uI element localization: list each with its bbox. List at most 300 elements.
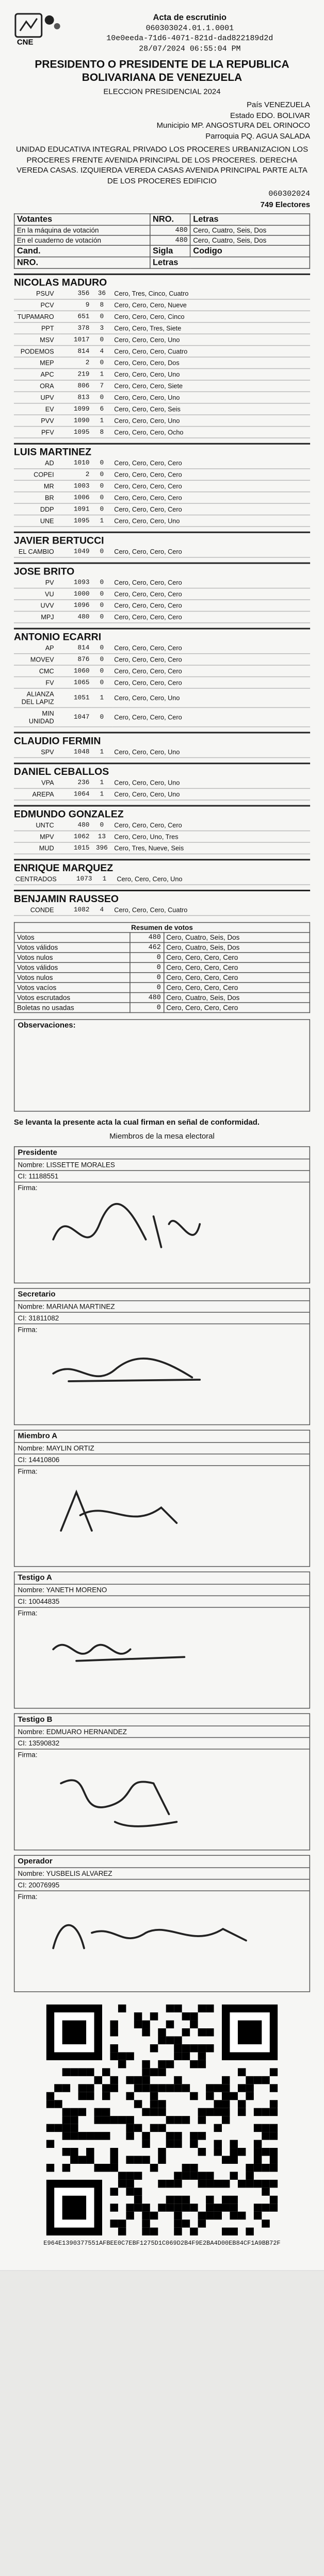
party-codigo: 1099 (60, 403, 91, 415)
party-votes: 1 (91, 689, 112, 708)
party-letras: Cero, Cero, Cero, Cuatro (112, 346, 310, 357)
party-votes: 1 (93, 874, 115, 885)
party-sigla: UPV (14, 392, 60, 403)
resumen-title: Resumen de votos (14, 923, 310, 933)
party-row (14, 369, 310, 380)
party-table (14, 820, 310, 855)
party-sigla: TUPAMARO (14, 311, 60, 323)
party-sigla: CENTRADOS (14, 874, 63, 885)
party-row (14, 458, 310, 469)
resumen-label: Votos (14, 933, 131, 943)
party-row (14, 515, 310, 527)
party-letras: Cero, Cero, Cero, Seis (112, 403, 310, 415)
party-letras: Cero, Tres, Cinco, Cuatro (112, 289, 310, 300)
resumen-nro: 480 (131, 993, 164, 1003)
party-codigo: 1047 (60, 708, 91, 727)
votantes-table (14, 214, 310, 269)
logo-text: CNE (17, 38, 34, 46)
subheader-cand: Cand. (14, 246, 150, 257)
signer-section (14, 1572, 310, 1709)
party-letras: Cero, Cero, Cero, Cero (112, 654, 310, 665)
signature-label: Firma: (18, 1609, 38, 1618)
party-row (14, 831, 310, 842)
handwritten-signature-icon (45, 1760, 262, 1838)
members-title: Miembros de la mesa electoral (109, 1132, 215, 1141)
party-row (14, 654, 310, 665)
resumen-letras: Cero, Cuatro, Seis, Dos (164, 993, 310, 1003)
signature-box (14, 1750, 309, 1850)
subheader-codigo: Codigo (190, 246, 310, 257)
signer-role: Secretario (14, 1289, 309, 1301)
party-codigo: 480 (60, 612, 91, 623)
party-table (14, 578, 310, 624)
resumen-letras: Cero, Cero, Cero, Cero (164, 963, 310, 973)
party-table (14, 874, 310, 885)
party-sigla: MPJ (14, 612, 60, 623)
party-codigo: 876 (60, 654, 91, 665)
party-votes: 1 (91, 789, 112, 800)
party-codigo: 1010 (60, 458, 91, 469)
resumen-letras: Cero, Cero, Cero, Cero (164, 1003, 310, 1013)
party-sigla: ALIANZA DEL LAPIZ (14, 689, 60, 708)
party-codigo: 1060 (60, 666, 91, 677)
resumen-nro: 0 (131, 973, 164, 982)
party-sigla: PV (14, 578, 60, 589)
municipio: Municipio MP. ANGOSTURA DEL ORINOCO (156, 122, 311, 131)
party-letras: Cero, Cero, Cero, Cero (112, 504, 310, 515)
party-sigla: MSV (14, 334, 60, 346)
party-votes: 0 (91, 481, 112, 492)
party-letras: Cero, Cero, Cero, Uno (112, 415, 310, 427)
qr-code (14, 2005, 310, 2236)
votantes-letras: Cero, Cuatro, Seis, Dos (190, 226, 310, 235)
party-sigla: MR (14, 481, 60, 492)
party-votes: 0 (91, 588, 112, 600)
party-sigla: UVV (14, 600, 60, 612)
party-sigla: AREPA (14, 789, 60, 800)
party-codigo: 1017 (60, 334, 91, 346)
party-sigla: PFV (14, 427, 60, 438)
party-row (14, 403, 310, 415)
table-row (14, 983, 310, 993)
party-row (14, 427, 310, 438)
party-votes: 4 (91, 346, 112, 357)
party-sigla: CONDE (14, 905, 60, 916)
header (14, 11, 310, 55)
party-votes: 0 (91, 643, 112, 654)
party-codigo: 1091 (60, 504, 91, 515)
party-letras: Cero, Cero, Cero, Uno (112, 747, 310, 758)
party-votes: 6 (91, 403, 112, 415)
candidate-name: EDMUNDO GONZALEZ (14, 805, 310, 820)
signers-list (14, 1147, 310, 1993)
party-letras: Cero, Cero, Cero, Cero (112, 492, 310, 503)
party-row (14, 492, 310, 503)
party-letras: Cero, Cero, Cero, Ocho (112, 427, 310, 438)
parroquia: Parroquia PQ. AGUA SALADA (205, 132, 311, 141)
party-sigla: DDP (14, 504, 60, 515)
subheader-nro: NRO. (14, 257, 150, 268)
party-letras: Cero, Tres, Nueve, Seis (112, 843, 310, 854)
party-row (14, 708, 310, 727)
party-sigla: COPEI (14, 469, 60, 481)
party-letras: Cero, Cero, Cero, Cero (112, 469, 310, 481)
party-row (14, 289, 310, 300)
resumen-label: Votos nulos (14, 973, 131, 982)
candidate-name: JOSE BRITO (14, 563, 310, 577)
table-row (14, 933, 310, 943)
party-codigo: 651 (60, 311, 91, 323)
closing-text: Se levanta la presente acta la cual firman en señal de conformidad. (13, 1118, 260, 1128)
signature-label: Firma: (18, 1893, 38, 1901)
signer-ci: CI: 11188551 (14, 1171, 309, 1182)
party-sigla: AP (14, 643, 60, 654)
party-row (14, 843, 310, 854)
resumen-nro: 0 (131, 983, 164, 993)
party-votes: 0 (91, 600, 112, 612)
signer-section (14, 1147, 310, 1284)
party-row (14, 392, 310, 403)
party-letras: Cero, Cero, Cero, Cinco (112, 311, 310, 323)
table-row (14, 973, 310, 982)
party-table (14, 289, 310, 439)
handwritten-signature-icon (45, 1477, 262, 1554)
votantes-label: En el cuaderno de votación (14, 235, 150, 245)
party-votes: 8 (91, 300, 112, 311)
party-row (14, 300, 310, 311)
party-codigo: 1095 (60, 515, 91, 527)
table-row (14, 963, 310, 973)
party-letras: Cero, Cero, Cero, Cero (112, 612, 310, 623)
signer-name: Nombre: YUSBELIS ALVAREZ (14, 1869, 309, 1880)
resumen-letras: Cero, Cero, Cero, Cero (164, 953, 310, 963)
party-sigla: MPV (14, 831, 60, 842)
acta-datetime: 28/07/2024 06:55:04 PM (139, 45, 241, 54)
signature-box (14, 1608, 309, 1708)
signature-label: Firma: (18, 1326, 38, 1334)
resumen-letras: Cero, Cuatro, Seis, Dos (164, 933, 310, 943)
handwritten-signature-icon (45, 1902, 262, 1979)
candidate-name: DANIEL CEBALLOS (14, 763, 310, 777)
party-votes: 0 (91, 708, 112, 727)
resumen-nro: 0 (131, 1003, 164, 1013)
signer-ci: CI: 10044835 (14, 1597, 309, 1608)
resumen-letras: Cero, Cero, Cero, Cero (164, 983, 310, 993)
signer-name: Nombre: EDMUARO HERNANDEZ (14, 1726, 309, 1738)
party-row (14, 311, 310, 323)
table-row (14, 993, 310, 1003)
party-row (14, 334, 310, 346)
party-row (14, 578, 310, 589)
party-letras: Cero, Cero, Cero, Cero (112, 600, 310, 612)
party-sigla: PVV (14, 415, 60, 427)
table-row (14, 235, 310, 245)
resumen-letras: Cero, Cuatro, Seis, Dos (164, 943, 310, 953)
party-row (14, 323, 310, 334)
party-row (14, 777, 310, 789)
candidate-name: ENRIQUE MARQUEZ (14, 859, 310, 874)
resumen-label: Votos válidos (14, 943, 131, 953)
party-sigla: ORA (14, 381, 60, 392)
party-sigla: PCV (14, 300, 60, 311)
party-row (14, 643, 310, 654)
signer-name: Nombre: MARIANA MARTINEZ (14, 1301, 309, 1313)
party-codigo: 1090 (60, 415, 91, 427)
party-row (14, 346, 310, 357)
party-row (14, 600, 310, 612)
party-sigla: MEP (14, 358, 60, 369)
party-sigla: CMC (14, 666, 60, 677)
party-sigla: EV (14, 403, 60, 415)
signer-section (14, 1289, 310, 1426)
pais: País VENEZUELA (247, 101, 311, 110)
party-sigla: MIN UNIDAD (14, 708, 60, 727)
qr-code-icon (46, 2005, 278, 2236)
party-letras: Cero, Cero, Cero, Uno (112, 369, 310, 380)
party-sigla: MOVEV (14, 654, 60, 665)
resumen-nro: 480 (131, 933, 164, 943)
party-letras: Cero, Cero, Cero, Cero (112, 820, 310, 832)
votantes-nro: 480 (150, 226, 190, 235)
party-codigo: 2 (60, 469, 91, 481)
party-row (14, 588, 310, 600)
nro-header: NRO. (150, 214, 190, 226)
acta-label: Acta de escrutinio (153, 13, 227, 23)
signer-role: Presidente (14, 1147, 309, 1160)
votantes-header: Votantes (14, 214, 150, 226)
resumen-label: Votos escrutados (14, 993, 131, 1003)
party-votes: 3 (91, 323, 112, 334)
candidate-name: NICOLAS MADURO (14, 274, 310, 288)
signature-box (14, 1325, 309, 1425)
party-codigo: 1006 (60, 492, 91, 503)
party-row (14, 747, 310, 758)
electores-count: 749 Electores (260, 201, 311, 210)
party-sigla: VPA (14, 777, 60, 789)
party-letras: Cero, Cero, Cero, Uno (112, 789, 310, 800)
resumen-label: Votos nulos (14, 953, 131, 963)
subheader-sigla: Sigla (150, 246, 190, 257)
observaciones-label: Observaciones: (18, 1022, 76, 1030)
party-row (14, 415, 310, 427)
votantes-label: En la máquina de votación (14, 226, 150, 235)
candidate-name: LUIS MARTINEZ (14, 443, 310, 457)
resumen-label: Boletas no usadas (14, 1003, 131, 1013)
party-votes: 0 (91, 469, 112, 481)
acta-uuid: 10e0eeda-71d6-4071-821d-dad822189d2d (106, 35, 273, 44)
party-row (14, 689, 310, 708)
party-sigla: BR (14, 492, 60, 503)
party-letras: Cero, Cero, Cero, Uno (112, 515, 310, 527)
party-letras: Cero, Cero, Cero, Cuatro (112, 905, 310, 916)
party-votes: 0 (91, 358, 112, 369)
centro-votacion: UNIDAD EDUCATIVA INTEGRAL PRIVADO LOS PROCERES URBANIZACION LOS PROCERES FRENTE AVENIDA PRINCIPAL DE LOS PROCERES. DERECHA VEREDA CASAS. IZQUIERDA VEREDA CASAS AVENIDA PRINCIPAL PARTE ALTA DE LOS PROCERES EDIFICIO (15, 146, 309, 186)
party-letras: Cero, Cero, Cero, Cero (112, 677, 310, 688)
party-codigo: 480 (60, 820, 91, 832)
party-votes: 0 (91, 492, 112, 503)
party-table (14, 458, 310, 528)
signer-ci: CI: 20076995 (14, 1880, 309, 1891)
party-table (14, 747, 310, 758)
party-codigo: 1095 (60, 427, 91, 438)
party-letras: Cero, Cero, Cero, Dos (112, 358, 310, 369)
party-codigo: 814 (60, 346, 91, 357)
signer-section (14, 1855, 310, 1992)
party-letras: Cero, Cero, Cero, Uno (112, 777, 310, 789)
signer-name: Nombre: YANETH MORENO (14, 1585, 309, 1596)
resumen-nro: 0 (131, 953, 164, 963)
handwritten-signature-icon (45, 1194, 262, 1271)
party-table (14, 643, 310, 727)
party-letras: Cero, Cero, Cero, Cero (112, 481, 310, 492)
party-codigo: 1003 (60, 481, 91, 492)
resumen-nro: 0 (131, 963, 164, 973)
signer-section (14, 1430, 310, 1567)
party-votes: 0 (91, 677, 112, 688)
table-row (14, 953, 310, 963)
party-codigo: 1049 (60, 547, 91, 558)
party-row (14, 666, 310, 677)
signature-label: Firma: (18, 1751, 38, 1759)
party-row (14, 504, 310, 515)
signer-name: Nombre: LISSETTE MORALES (14, 1160, 309, 1171)
party-letras: Cero, Cero, Cero, Cero (112, 666, 310, 677)
party-votes: 0 (91, 547, 112, 558)
party-codigo: 1051 (60, 689, 91, 708)
candidate-name: BENJAMIN RAUSSEO (14, 890, 310, 905)
resumen-table (14, 922, 310, 1013)
party-sigla: APC (14, 369, 60, 380)
party-codigo: 806 (60, 381, 91, 392)
party-votes: 396 (91, 843, 112, 854)
party-row (14, 381, 310, 392)
party-row (14, 612, 310, 623)
signer-section (14, 1714, 310, 1851)
party-votes: 0 (91, 392, 112, 403)
party-sigla: AD (14, 458, 60, 469)
table-row (14, 226, 310, 235)
party-votes: 0 (91, 578, 112, 589)
party-sigla: MUD (14, 843, 60, 854)
resumen-label: Votos vacíos (14, 983, 131, 993)
party-codigo: 1082 (60, 905, 91, 916)
party-codigo: 1062 (60, 831, 91, 842)
party-votes: 13 (91, 831, 112, 842)
election-name: ELECCION PRESIDENCIAL 2024 (103, 88, 221, 96)
party-letras: Cero, Cero, Uno, Tres (112, 831, 310, 842)
party-codigo: 219 (60, 369, 91, 380)
party-votes: 0 (91, 458, 112, 469)
party-row (14, 905, 310, 916)
party-row (14, 820, 310, 832)
party-codigo: 1015 (60, 843, 91, 854)
party-codigo: 356 (60, 289, 91, 300)
party-row (14, 874, 310, 885)
party-letras: Cero, Cero, Cero, Uno (115, 874, 310, 885)
resumen-letras: Cero, Cero, Cero, Cero (164, 973, 310, 982)
party-codigo: 1065 (60, 677, 91, 688)
party-votes: 1 (91, 415, 112, 427)
signature-label: Firma: (18, 1468, 38, 1476)
party-letras: Cero, Cero, Cero, Nueve (112, 300, 310, 311)
observaciones-box (14, 1020, 310, 1112)
table-row (14, 1003, 310, 1013)
party-votes: 1 (91, 747, 112, 758)
party-letras: Cero, Cero, Cero, Cero (112, 588, 310, 600)
party-votes: 0 (91, 311, 112, 323)
party-votes: 0 (91, 612, 112, 623)
party-votes: 0 (91, 820, 112, 832)
party-codigo: 9 (60, 300, 91, 311)
party-row (14, 358, 310, 369)
party-sigla: PPT (14, 323, 60, 334)
party-codigo: 1064 (60, 789, 91, 800)
party-sigla: VU (14, 588, 60, 600)
party-letras: Cero, Cero, Tres, Siete (112, 323, 310, 334)
party-votes: 0 (91, 666, 112, 677)
party-votes: 1 (91, 515, 112, 527)
estado: Estado EDO. BOLIVAR (230, 111, 311, 121)
signer-role: Testigo B (14, 1715, 309, 1727)
letras-header: Letras (190, 214, 310, 226)
party-codigo: 1096 (60, 600, 91, 612)
party-sigla: UNTC (14, 820, 60, 832)
signer-name: Nombre: MAYLIN ORTIZ (14, 1443, 309, 1454)
votantes-letras: Cero, Cuatro, Seis, Dos (190, 235, 310, 245)
party-codigo: 1048 (60, 747, 91, 758)
party-table (14, 777, 310, 801)
acta-code: 060303024.01.1.0001 (145, 24, 234, 33)
signer-ci: CI: 13590832 (14, 1738, 309, 1750)
party-letras: Cero, Cero, Cero, Uno (112, 689, 310, 708)
signer-ci: CI: 31811082 (14, 1313, 309, 1325)
party-letras: Cero, Cero, Cero, Cero (112, 547, 310, 558)
party-letras: Cero, Cero, Cero, Cero (112, 578, 310, 589)
table-row (14, 943, 310, 953)
page-title: PRESIDENTO O PRESIDENTE DE LA REPUBLICA BOLIVARIANA DE VENEZUELA (35, 58, 289, 83)
party-letras: Cero, Cero, Cero, Siete (112, 381, 310, 392)
candidates-list (14, 274, 310, 916)
votantes-nro: 480 (150, 235, 190, 245)
candidate-name: CLAUDIO FERMIN (14, 732, 310, 747)
signer-ci: CI: 14410806 (14, 1455, 309, 1466)
party-row (14, 677, 310, 688)
signature-box (14, 1466, 309, 1566)
party-codigo: 1073 (63, 874, 94, 885)
party-letras: Cero, Cero, Cero, Uno (112, 392, 310, 403)
signature-label: Firma: (18, 1184, 38, 1192)
party-row (14, 547, 310, 558)
party-votes: 1 (91, 369, 112, 380)
signer-role: Miembro A (14, 1431, 309, 1443)
resumen-label: Votos válidos (14, 963, 131, 973)
resumen-nro: 462 (131, 943, 164, 953)
party-votes: 1 (91, 777, 112, 789)
candidate-name: JAVIER BERTUCCI (14, 532, 310, 546)
party-codigo: 813 (60, 392, 91, 403)
party-sigla: SPV (14, 747, 60, 758)
party-row (14, 469, 310, 481)
party-table (14, 547, 310, 558)
cne-logo-icon (14, 11, 63, 46)
party-codigo: 236 (60, 777, 91, 789)
party-votes: 8 (91, 427, 112, 438)
party-votes: 0 (91, 334, 112, 346)
party-letras: Cero, Cero, Cero, Cero (112, 708, 310, 727)
signature-box (14, 1891, 309, 1991)
footer-hash: E964E1390377551AFBEE0C7EBF1275D1C069D2B4F9E2BA4D00EB84CF1A9BB72F (43, 2240, 281, 2248)
party-votes: 0 (91, 654, 112, 665)
